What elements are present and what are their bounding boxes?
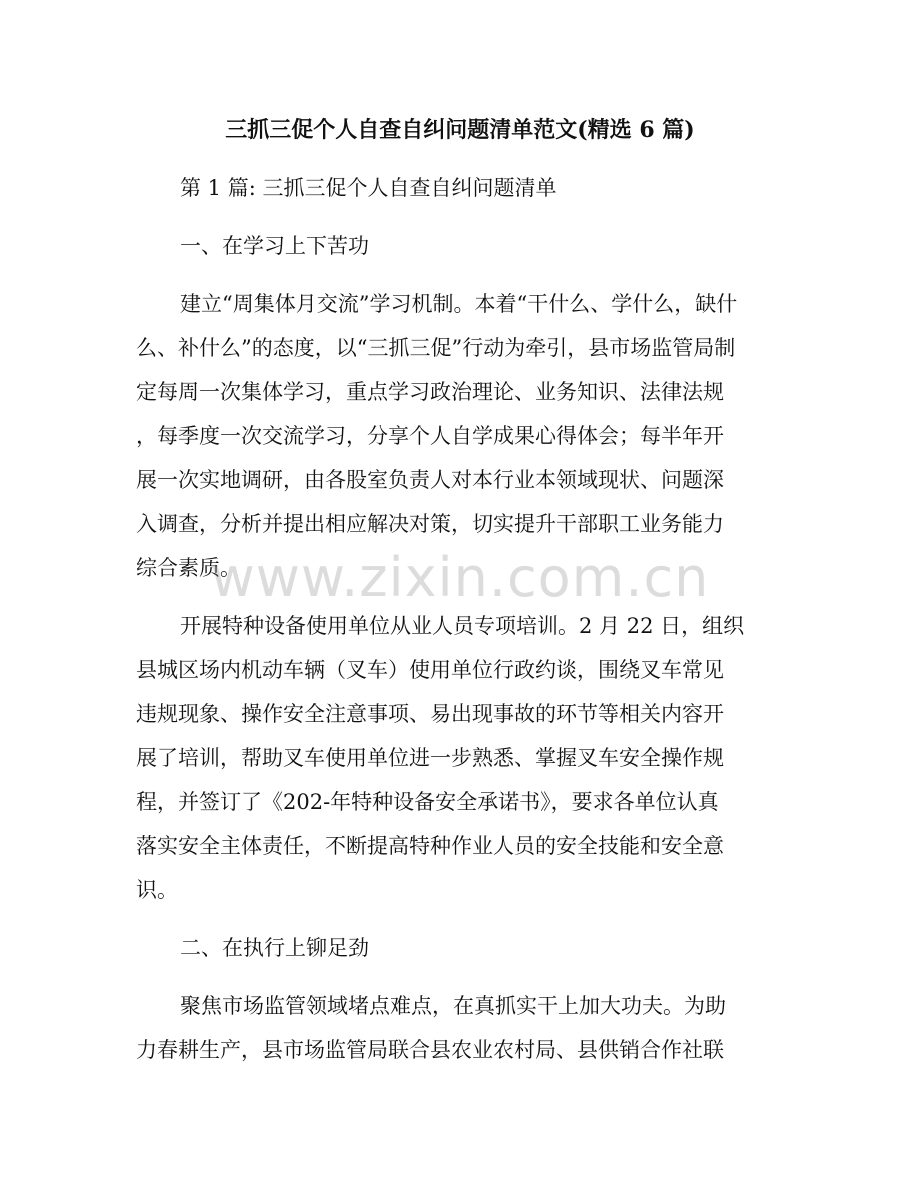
paragraph-line: 建立“周集体月交流”学习机制。本着“干什么、学什么，缺什 — [180, 292, 738, 316]
paragraph-line: ，每季度一次交流学习，分享个人自学成果心得体会；每半年开 — [136, 424, 724, 448]
paragraph-line: 县城区场内机动车辆（叉车）使用单位行政约谈，围绕叉车常见 — [136, 658, 724, 682]
part2-heading: 二、在执行上铆足劲 — [180, 936, 369, 960]
paragraph-line: 落实安全主体责任，不断提高特种作业人员的安全技能和安全意 — [136, 834, 724, 858]
watermark: www.zixin.com.cn — [210, 546, 710, 609]
paragraph-line: 程，并签订了《202-年特种设备安全承诺书》，要求各单位认真 — [136, 790, 719, 814]
document-title: 三抓三促个人自查自纠问题清单范文(精选 6 篇) — [225, 117, 695, 143]
part1-heading: 一、在学习上下苦功 — [180, 234, 369, 258]
paragraph-line: 定每周一次集体学习，重点学习政治理论、业务知识、法律法规 — [136, 380, 724, 404]
paragraph-line: 入调查，分析并提出相应解决对策，切实提升干部职工业务能力 — [136, 512, 724, 536]
paragraph-line: 展一次实地调研，由各股室负责人对本行业本领域现状、问题深 — [136, 468, 724, 492]
paragraph-line: 违规现象、操作安全注意事项、易出现事故的环节等相关内容开 — [136, 702, 724, 726]
section-heading: 第 1 篇: 三抓三促个人自查自纠问题清单 — [180, 176, 557, 200]
paragraph-line: 开展特种设备使用单位从业人员专项培训。2 月 22 日，组织 — [180, 614, 745, 638]
paragraph-line: 综合素质。 — [136, 556, 241, 580]
paragraph-line: 展了培训，帮助叉车使用单位进一步熟悉、掌握叉车安全操作规 — [136, 746, 724, 770]
paragraph-line: 聚焦市场监管领域堵点难点，在真抓实干上加大功夫。为助 — [180, 994, 726, 1018]
paragraph-line: 么、补什么”的态度，以“三抓三促”行动为牵引，县市场监管局制 — [136, 336, 736, 360]
paragraph-line: 力春耕生产，县市场监管局联合县农业农村局、县供销合作社联 — [136, 1038, 724, 1062]
paragraph-line: 识。 — [136, 878, 178, 902]
